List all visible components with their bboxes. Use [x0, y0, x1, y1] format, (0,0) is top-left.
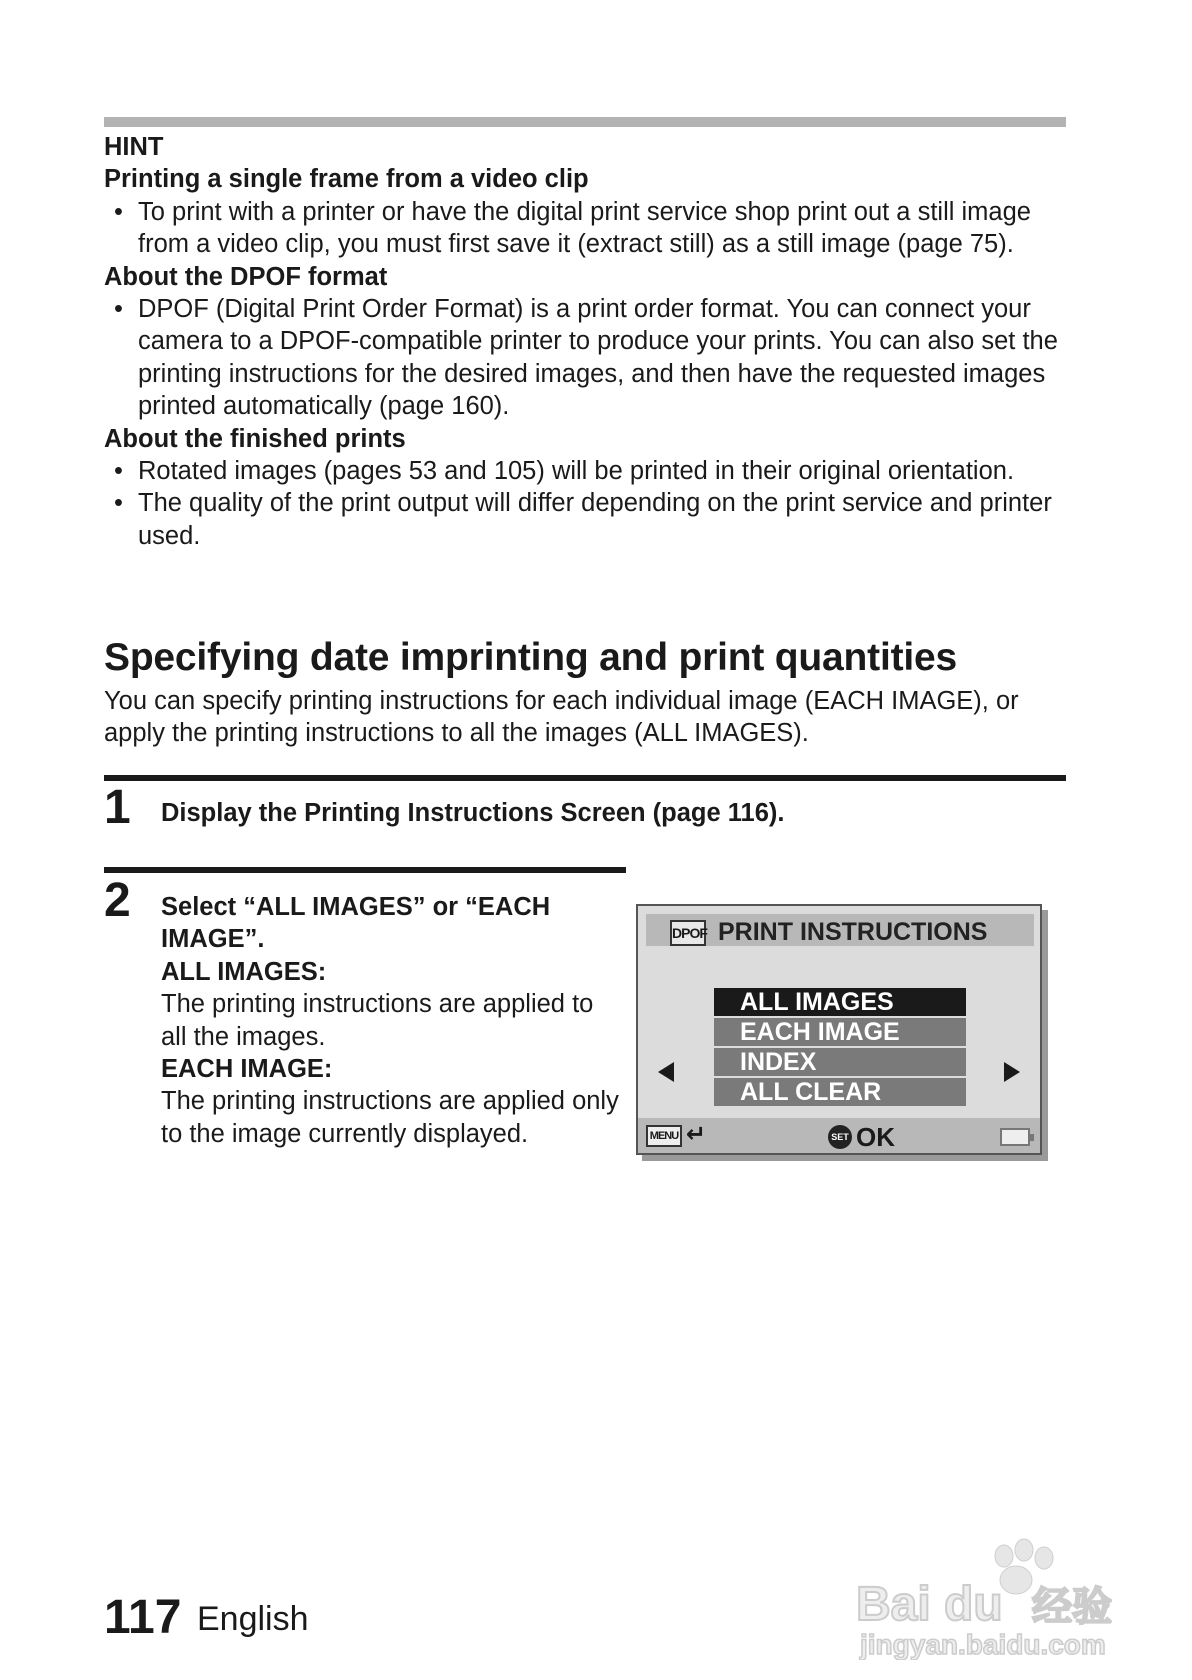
- step-2-rule: [104, 867, 626, 873]
- menu-item-all-images[interactable]: ALL IMAGES: [714, 988, 966, 1016]
- right-arrow-icon[interactable]: [1004, 1062, 1020, 1082]
- set-button-icon[interactable]: SET: [828, 1125, 852, 1149]
- each-image-label: EACH IMAGE:: [161, 1055, 333, 1084]
- page-number: 117: [104, 1591, 182, 1644]
- all-images-desc: The printing instructions are applied to all the images.: [161, 990, 594, 1051]
- step-1-rule: [104, 775, 1066, 781]
- camera-screen: [636, 904, 1042, 1155]
- each-image-desc: The printing instructions are applied only to the image currently displayed.: [161, 1087, 619, 1148]
- menu-item-each-image[interactable]: EACH IMAGE: [714, 1018, 966, 1046]
- dpof-icon: DPOF: [670, 920, 706, 946]
- left-arrow-icon[interactable]: [658, 1062, 674, 1082]
- menu-item-index[interactable]: INDEX: [714, 1048, 966, 1076]
- screen-title: PRINT INSTRUCTIONS: [718, 918, 988, 946]
- section-intro: You can specify printing instructions for each individual image (EACH IMAGE), or apply the printing instructions to all the images (ALL IMAGES).: [104, 687, 1019, 748]
- battery-icon: [1000, 1128, 1030, 1146]
- menu-button-icon[interactable]: MENU: [646, 1125, 682, 1147]
- hint-bullet-quality: • The quality of the print output will differ depending on the print service and printer used.: [104, 487, 1074, 552]
- step-2-body: [161, 891, 621, 1150]
- print-menu: [714, 988, 966, 1108]
- step-2-number: 2: [104, 874, 131, 927]
- baidu-watermark: [856, 1536, 1136, 1660]
- hint-bullet-dpof: • DPOF (Digital Print Order Format) is a print order format. You can connect your camera to a DPOF-compatible printer to produce your prints. You can also set the printing instructions for the desired images, and then have the requested images printed automatically (page 160).: [104, 293, 1074, 423]
- all-images-label: ALL IMAGES:: [161, 957, 327, 986]
- hint-heading-video: Printing a single frame from a video clip: [104, 165, 589, 194]
- page-language: English: [197, 1600, 309, 1638]
- hint-rule: [104, 117, 1066, 127]
- hint-heading-dpof: About the DPOF format: [104, 262, 388, 291]
- step-2-text: Select “ALL IMAGES” or “EACH IMAGE”.: [161, 893, 551, 954]
- ok-label: OK: [856, 1122, 895, 1152]
- watermark-cn: 经验: [1032, 1584, 1112, 1630]
- hint-box: [104, 131, 1074, 552]
- section-title: Specifying date imprinting and print quantities: [104, 636, 957, 679]
- step-1-text: Display the Printing Instructions Screen (page 116).: [161, 799, 785, 827]
- hint-label: HINT: [104, 133, 164, 161]
- return-icon: ↵: [686, 1121, 707, 1148]
- watermark-url: jingyan.baidu.com: [860, 1629, 1106, 1660]
- menu-item-all-clear[interactable]: ALL CLEAR: [714, 1078, 966, 1106]
- step-1-number: 1: [104, 781, 131, 834]
- hint-bullet-video: • To print with a printer or have the digital print service shop print out a still image from a video clip, you must first save it (extract still) as a still image (page 75).: [104, 196, 1074, 261]
- watermark-brand: Bai du: [856, 1578, 1003, 1631]
- hint-heading-prints: About the finished prints: [104, 424, 406, 453]
- hint-bullet-rotated: • Rotated images (pages 53 and 105) will be printed in their original orientation.: [104, 455, 1074, 487]
